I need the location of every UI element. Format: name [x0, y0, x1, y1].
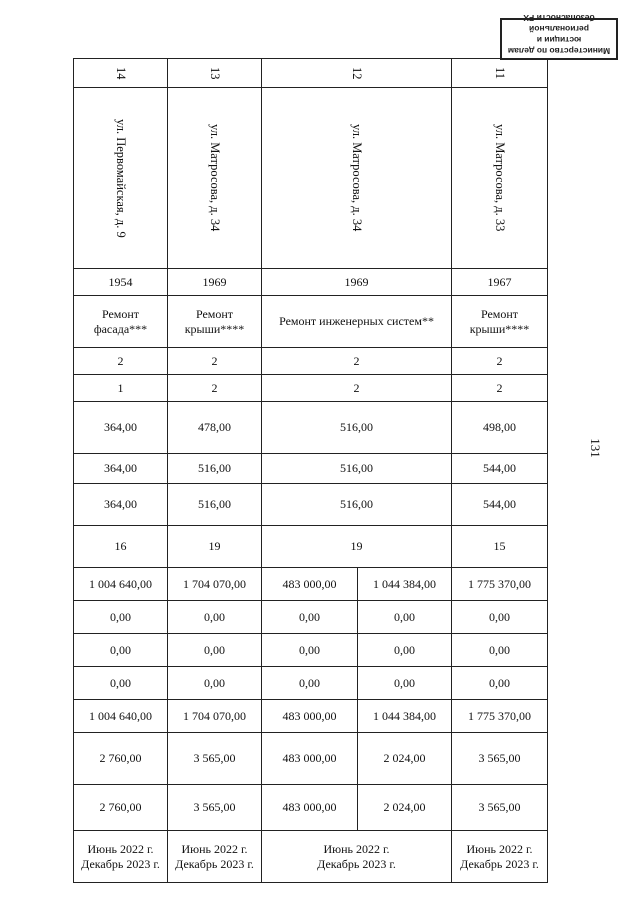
table-cell: 2 760,00: [74, 733, 168, 785]
year-cell: 1967: [452, 269, 548, 296]
table-row: [74, 348, 548, 375]
column-number: 11: [452, 59, 548, 88]
address-cell: ул. Матросова, д. 34: [168, 88, 262, 269]
table-cell: 3 565,00: [168, 733, 262, 785]
table-cell: 0,00: [74, 601, 168, 634]
table-cell: 3 565,00: [168, 785, 262, 831]
table-row: [74, 402, 548, 454]
table-cell: 1 044 384,00: [358, 568, 452, 601]
stamp-line: безопасности РХ: [523, 13, 595, 23]
table-cell: 1 004 640,00: [74, 700, 168, 733]
table-cell: 483 000,00: [262, 733, 358, 785]
table-row: [74, 667, 548, 700]
period-start: Июнь 2022 г.: [323, 841, 390, 856]
work-type-cell: Ремонт крыши****: [168, 296, 262, 348]
address-cell: ул. Матросова, д. 33: [452, 88, 548, 269]
year-cell: 1969: [262, 269, 452, 296]
table-cell: 2: [452, 348, 548, 375]
table-cell: 2: [168, 348, 262, 375]
table-cell: 3 565,00: [452, 785, 548, 831]
table-cell: 544,00: [452, 454, 548, 484]
table-cell: 0,00: [452, 667, 548, 700]
table-cell: 1: [74, 375, 168, 402]
table-cell: 0,00: [74, 634, 168, 667]
table-row: [74, 454, 548, 484]
period-start: Июнь 2022 г.: [181, 841, 248, 856]
work-type-cell: Ремонт инженерных систем**: [262, 296, 452, 348]
address-cell: ул. Первомайская, д. 9: [74, 88, 168, 269]
table-cell: 2 760,00: [74, 785, 168, 831]
table-cell: 0,00: [262, 667, 358, 700]
period-end: Декабрь 2023 г.: [460, 856, 539, 871]
table-cell: 19: [262, 526, 452, 568]
table-row: [74, 375, 548, 402]
table-cell: 1 004 640,00: [74, 568, 168, 601]
table-cell: 0,00: [452, 634, 548, 667]
table-row: [74, 733, 548, 785]
table-row: [74, 601, 548, 634]
table-cell: 16: [74, 526, 168, 568]
stamp-line: Министерство по делам: [507, 46, 611, 56]
period-cell: [168, 831, 262, 883]
table-row: [74, 526, 548, 568]
table-cell: 1 704 070,00: [168, 700, 262, 733]
table-cell: 0,00: [358, 601, 452, 634]
table-cell: 2: [74, 348, 168, 375]
table-cell: 516,00: [168, 484, 262, 526]
period-end: Декабрь 2023 г.: [175, 856, 254, 871]
ministry-stamp: [500, 13, 618, 60]
column-number: 13: [168, 59, 262, 88]
table-cell: 0,00: [262, 634, 358, 667]
table-cell: 483 000,00: [262, 785, 358, 831]
period-end: Декабрь 2023 г.: [317, 856, 396, 871]
table-cell: 15: [452, 526, 548, 568]
period-end: Декабрь 2023 г.: [81, 856, 160, 871]
table-cell: 498,00: [452, 402, 548, 454]
period-start: Июнь 2022 г.: [87, 841, 154, 856]
table-row: [74, 484, 548, 526]
table-cell: 544,00: [452, 484, 548, 526]
table-cell: 0,00: [74, 667, 168, 700]
table-cell: 2: [168, 375, 262, 402]
table-cell: 3 565,00: [452, 733, 548, 785]
table-row: [74, 785, 548, 831]
period-cell: [452, 831, 548, 883]
table-cell: 483 000,00: [262, 568, 358, 601]
table-row: [74, 700, 548, 733]
table-cell: 364,00: [74, 454, 168, 484]
stamp-line: юстиции и региональной: [529, 24, 589, 45]
table-cell: 0,00: [358, 634, 452, 667]
period-cell: [74, 831, 168, 883]
table-cell: 364,00: [74, 484, 168, 526]
period-row: [74, 831, 548, 883]
table-cell: 364,00: [74, 402, 168, 454]
table-cell: 0,00: [262, 601, 358, 634]
period-cell: [262, 831, 452, 883]
year-row: [74, 269, 548, 296]
table-cell: 0,00: [168, 601, 262, 634]
table-cell: 19: [168, 526, 262, 568]
table-cell: 516,00: [168, 454, 262, 484]
year-cell: 1969: [168, 269, 262, 296]
table-cell: 478,00: [168, 402, 262, 454]
column-number-row: [74, 59, 548, 88]
table-cell: 1 704 070,00: [168, 568, 262, 601]
table-cell: 516,00: [262, 484, 452, 526]
table-row: [74, 634, 548, 667]
period-start: Июнь 2022 г.: [466, 841, 533, 856]
table-cell: 0,00: [168, 667, 262, 700]
table-cell: 2 024,00: [358, 785, 452, 831]
table-cell: 2: [452, 375, 548, 402]
table-cell: 1 044 384,00: [358, 700, 452, 733]
table-cell: 516,00: [262, 454, 452, 484]
address-row: [74, 88, 548, 269]
table-cell: 2: [262, 375, 452, 402]
table-cell: 0,00: [358, 667, 452, 700]
table-cell: 483 000,00: [262, 700, 358, 733]
table-cell: 2: [262, 348, 452, 375]
table-cell: 0,00: [452, 601, 548, 634]
year-cell: 1954: [74, 269, 168, 296]
table-cell: 1 775 370,00: [452, 568, 548, 601]
work-type-row: [74, 296, 548, 348]
column-number: 12: [262, 59, 452, 88]
table-cell: 2 024,00: [358, 733, 452, 785]
work-type-cell: Ремонт фасада***: [74, 296, 168, 348]
address-cell: ул. Матросова, д. 34: [262, 88, 452, 269]
page-number: 131: [587, 438, 603, 458]
housing-repair-table: [73, 58, 548, 883]
work-type-cell: Ремонт крыши****: [452, 296, 548, 348]
table-cell: 516,00: [262, 402, 452, 454]
table-row: [74, 568, 548, 601]
table-cell: 1 775 370,00: [452, 700, 548, 733]
column-number: 14: [74, 59, 168, 88]
table-cell: 0,00: [168, 634, 262, 667]
